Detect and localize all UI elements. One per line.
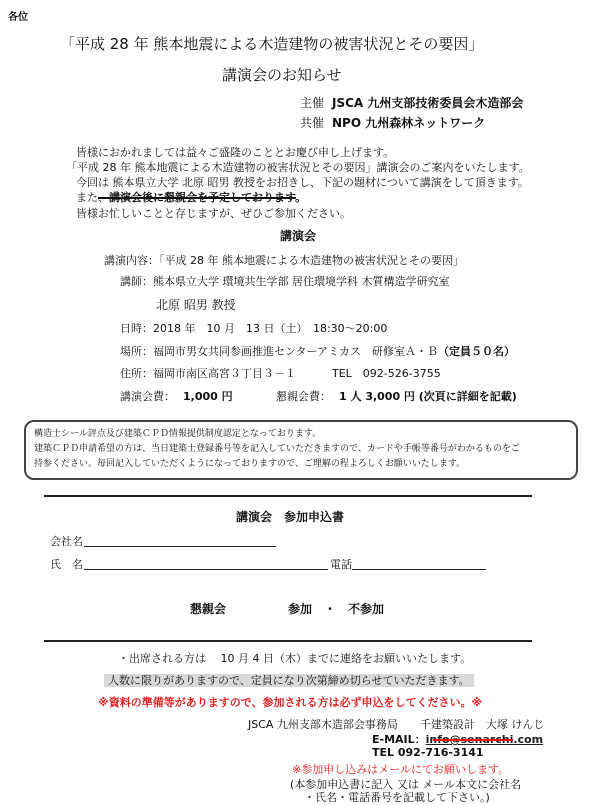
phone-field[interactable] (352, 569, 486, 570)
speaker-affiliation: 熊本県立大学 環境共生学部 居住環境学科 木質構造学研究室 (153, 275, 450, 288)
cosponsor-label: 共催 (300, 116, 325, 130)
office-info: JSCA 九州支部木造部会事務局 千建築設計 大塚 けんじ (248, 718, 545, 731)
form-title: 講演会 参加申込書 (236, 510, 345, 524)
notice-line-1: 構造士シール評点及び建築ＣＰＤ情報提供制度認定となっております。 (34, 429, 322, 439)
intro-party-emphasis: 講演会後に懇親会を予定しております。 (109, 191, 307, 204)
fee-row (120, 388, 233, 404)
fee-label: 講演会費： (120, 390, 175, 403)
content-row (104, 252, 464, 268)
limit-text (104, 672, 474, 688)
deadline-text: ・出席される方は 10 月 4 日（木）までに連絡をお願いいたします。 (118, 652, 472, 665)
venue-label: 場所： (120, 345, 153, 358)
date-value: 2018 年 10 月 13 日（土） 18:30～20:00 (153, 322, 388, 335)
warning-text: ※資料の準備等がありますので、参加される方は必ず申込をしてください。※ (98, 696, 483, 709)
intro-line-5: 皆様お忙しいことと存じますが、ぜひご参加ください。 (76, 207, 351, 220)
cosponsor: NPO 九州森林ネットワーク (332, 116, 486, 130)
address-value: 福岡市南区高宮３丁目３－１ (153, 367, 296, 380)
notice-line-2: 建築ＣＰＤ申請希望の方は、当日建築士登録番号等を記入していただきますので、カードや手帳等番号がわかるものをご (34, 444, 520, 454)
company-field[interactable] (84, 546, 276, 547)
email-label: E-MAIL： (372, 733, 426, 746)
name-field[interactable] (84, 569, 328, 570)
venue-tel: TEL 092-526-3755 (332, 367, 441, 380)
venue-row (120, 343, 515, 359)
fee-value: 1,000 円 (183, 390, 233, 403)
emphasis-underline (98, 197, 296, 199)
address-label: 住所： (120, 367, 153, 380)
content-label: 講演内容： (104, 254, 159, 267)
speaker-label: 講師： (120, 275, 153, 288)
limit-band: 人数に限りがありますので、定員になり次第締め切らせていただきます。 (104, 674, 474, 687)
document-title: 「平成 28 年 熊本地震による木造建物の被害状況とその要因」 (60, 35, 484, 53)
date-row (120, 320, 387, 336)
intro-line-3: 今回は 熊本県立大学 北原 昭男 教授をお招きし、下記の題材について講演をして頂きます。 (76, 176, 529, 189)
intro-line-4-prefix: また、 (76, 191, 109, 204)
speaker-row (120, 273, 450, 289)
organizer: JSCA 九州支部技術委員会木造部会 (332, 96, 524, 110)
email-red-underline (433, 739, 513, 741)
document-subtitle: 講演会のお知らせ (222, 66, 342, 84)
email-note: ※参加申し込みはメールにてお願いします。 (292, 763, 510, 776)
phone-label: 電話 (330, 558, 352, 571)
company-label: 会社名 (50, 535, 83, 548)
details-heading: 講演会 (280, 229, 317, 243)
intro-line-1: 皆様におかれましては益々ご盛隆のこととお慶び申し上げます。 (76, 146, 395, 159)
party-fee-value: 1 人 3,000 円 (次頁に詳細を記載) (339, 390, 517, 403)
office-tel: TEL 092-716-3141 (372, 746, 484, 759)
organizer-label: 主催 (300, 96, 325, 110)
note-line-3: ・氏名・電話番号を記載して下さい。) (304, 791, 490, 804)
party-fee-row (276, 388, 517, 404)
email-link[interactable]: info@senarchi.com (425, 733, 544, 746)
party-fee-label: 懇親会費： (276, 390, 331, 403)
cut-line-top (44, 495, 532, 497)
intro-line-2: 「平成 28 年 熊本地震による木造建物の被害状況とその要因」講演会のご案内をいたします。 (66, 161, 530, 174)
party-label: 懇親会 (190, 602, 227, 616)
speaker-name: 北原 昭男 教授 (156, 298, 236, 312)
name-label: 氏 名 (50, 558, 83, 571)
party-options[interactable]: 参加 ・ 不参加 (288, 602, 385, 616)
notice-line-3: 持参ください。毎回記入していただくようになっておりますので、ご理解の程よろしくお願いいたします。 (34, 459, 466, 469)
address-row (120, 365, 296, 381)
venue-value: 福岡市男女共同参画推進センターアミカス 研修室Ａ・Ｂ (153, 345, 439, 358)
capacity: （定員５０名） (438, 345, 516, 358)
addressee: 各位 (8, 12, 28, 23)
note-line-2: (本参加申込書に記入 又は メール本文に会社名 (290, 778, 522, 791)
content-value: 「平成 28 年 熊本地震による木造建物の被害状況とその要因」 (159, 254, 464, 267)
date-label: 日時： (120, 322, 153, 335)
cut-line-bottom (44, 640, 532, 642)
